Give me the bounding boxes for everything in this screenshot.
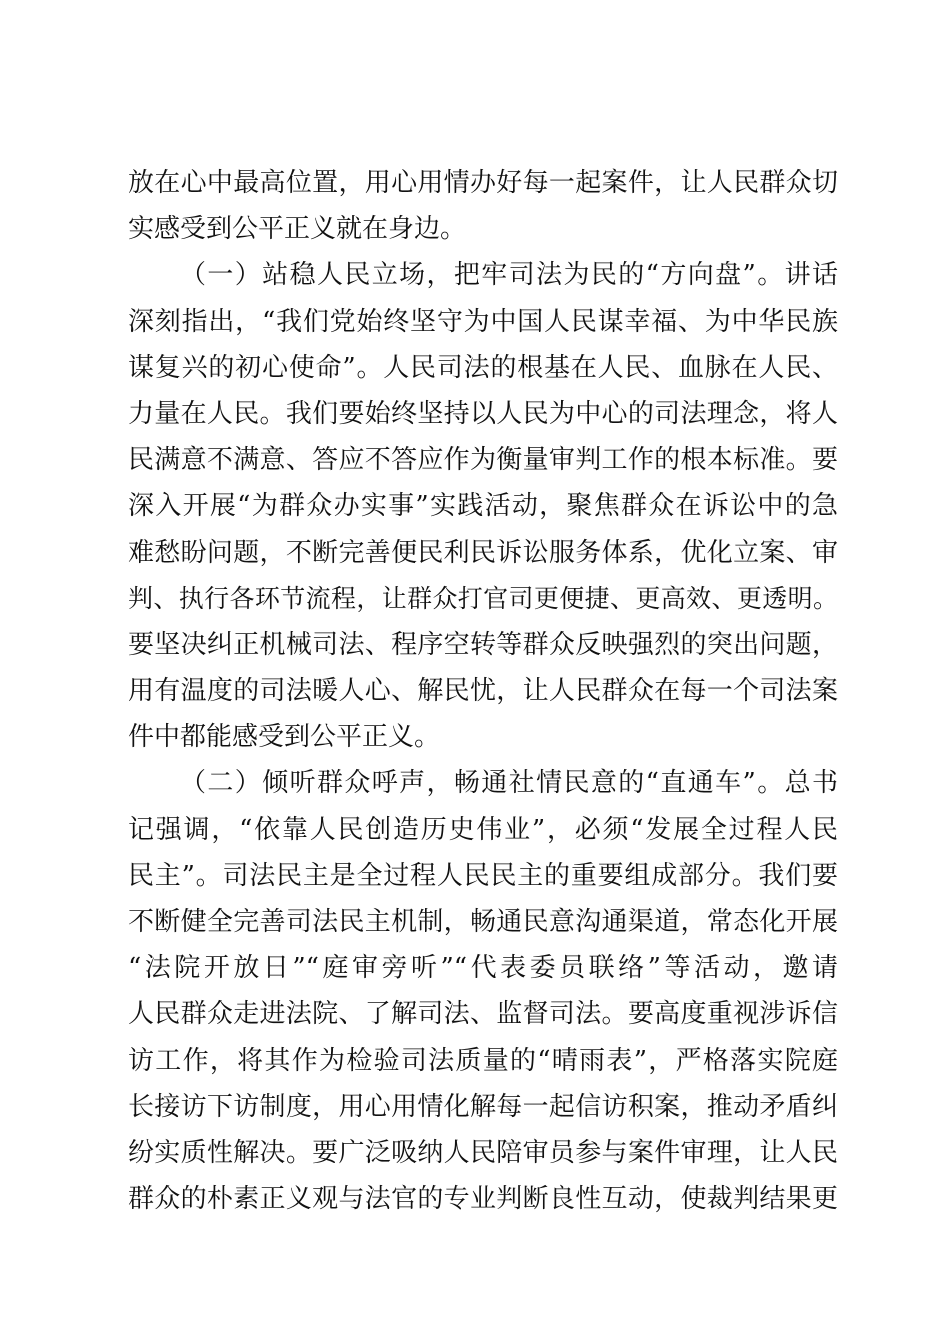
text-line: 放在心中最高位置，用心用情办好每一起案件，让人民群众切 [128, 168, 838, 198]
text-line: 访工作，将其作为检验司法质量的“晴雨表”，严格落实院庭 [128, 1045, 838, 1076]
text-line: 判、执行各环节流程，让群众打官司更便捷、更高效、更透明。 [128, 583, 838, 613]
text-line: 深刻指出，“我们党始终坚守为中国人民谋幸福、为中华民族 [128, 306, 838, 337]
text-line: 不断健全完善司法民主机制，畅通民意沟通渠道，常态化开展 [128, 907, 838, 937]
text-line: 纷实质性解决。要广泛吸纳人民陪审员参与案件审理，让人民 [128, 1137, 838, 1168]
text-line: （一）站稳人民立场，把牢司法为民的“方向盘”。讲话 [180, 260, 838, 291]
text-line: 实感受到公平正义就在身边。 [128, 214, 467, 245]
text-line: 民主”。司法民主是全过程人民民主的重要组成部分。我们要 [128, 860, 838, 891]
text-line: 深入开展“为群众办实事”实践活动，聚焦群众在诉讼中的急 [128, 491, 838, 522]
text-line: 人民群众走进法院、了解司法、监督司法。要高度重视涉诉信 [128, 999, 838, 1030]
text-line: 长接访下访制度，用心用情化解每一起信访积案，推动矛盾纠 [128, 1091, 838, 1122]
text-line: 民满意不满意、答应不答应作为衡量审判工作的根本标准。要 [128, 445, 838, 476]
text-line: 用有温度的司法暖人心、解民忧，让人民群众在每一个司法案 [128, 676, 838, 707]
text-line: （二）倾听群众呼声，畅通社情民意的“直通车”。总书 [180, 768, 838, 799]
text-line: 力量在人民。我们要始终坚持以人民为中心的司法理念，将人 [128, 398, 838, 429]
text-line: 难愁盼问题，不断完善便民利民诉讼服务体系，优化立案、审 [128, 537, 838, 568]
text-line: 谋复兴的初心使命”。人民司法的根基在人民、血脉在人民、 [128, 352, 838, 383]
text-line: 记强调，“依靠人民创造历史伟业”，必须“发展全过程人民 [128, 814, 838, 845]
document-body [128, 160, 838, 1222]
text-line: 群众的朴素正义观与法官的专业判断良性互动，使裁判结果更 [128, 1184, 838, 1215]
text-line: “法院开放日”“庭审旁听”“代表委员联络”等活动，邀请 [128, 953, 838, 984]
text-line: 要坚决纠正机械司法、程序空转等群众反映强烈的突出问题， [128, 629, 838, 660]
text-line: 件中都能感受到公平正义。 [128, 722, 441, 753]
